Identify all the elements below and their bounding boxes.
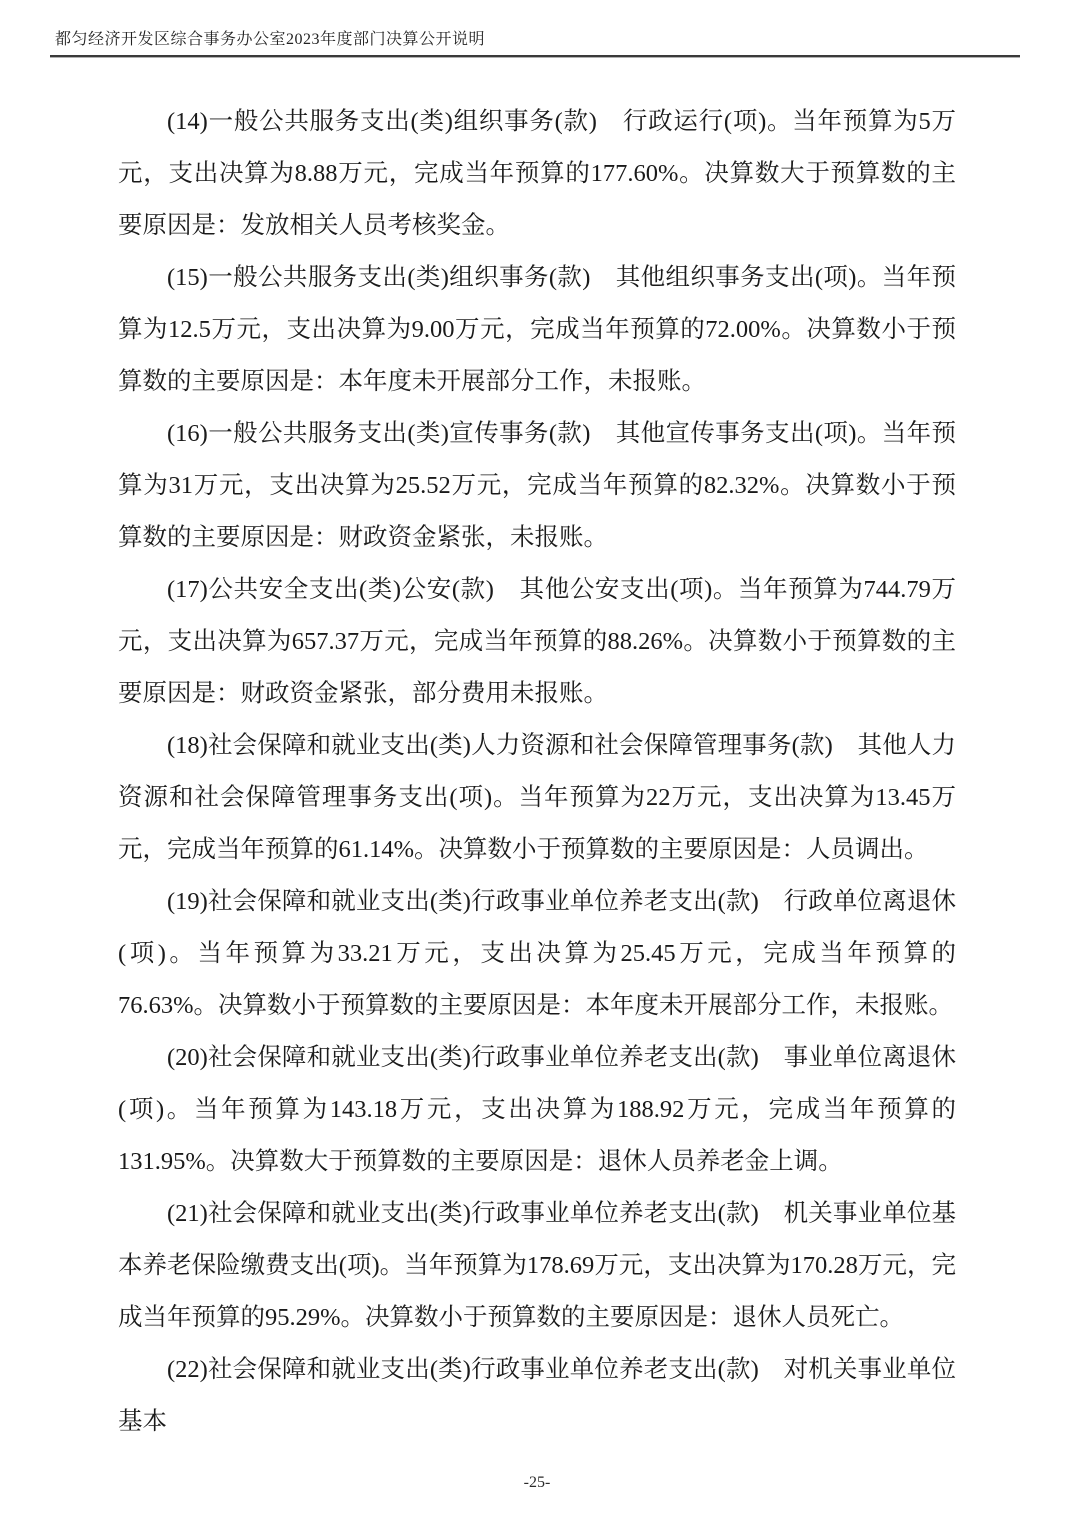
paragraph-16: (16)一般公共服务支出(类)宣传事务(款) 其他宣传事务支出(项)。当年预算为31万元，支出决算为25.52万元，完成当年预算的82.32%。决算数小于预算数的主要原因是：财政资金紧张，未报账。 xyxy=(118,420,956,551)
header-rule xyxy=(50,55,1020,57)
document-body xyxy=(118,96,956,1448)
document-header-title: 都匀经济开发区综合事务办公室2023年度部门决算公开说明 xyxy=(55,31,486,48)
page-footer xyxy=(0,1474,1074,1492)
paragraph-15: (15)一般公共服务支出(类)组织事务(款) 其他组织事务支出(项)。当年预算为12.5万元，支出决算为9.00万元，完成当年预算的72.00%。决算数小于预算数的主要原因是：本年度未开展部分工作，未报账。 xyxy=(118,264,956,395)
paragraph-22: (22)社会保障和就业支出(类)行政事业单位养老支出(款) 对机关事业单位基本 xyxy=(118,1356,956,1435)
paragraph-20: (20)社会保障和就业支出(类)行政事业单位养老支出(款) 事业单位离退休(项)。当年预算为143.18万元，支出决算为188.92万元，完成当年预算的131.95%。决算数大于预算数的主要原因是：退休人员养老金上调。 xyxy=(118,1044,956,1175)
page-number: -25- xyxy=(523,1474,551,1491)
paragraph-14: (14)一般公共服务支出(类)组织事务(款) 行政运行(项)。当年预算为5万元，支出决算为8.88万元，完成当年预算的177.60%。决算数大于预算数的主要原因是：发放相关人员考核奖金。 xyxy=(118,108,956,239)
paragraph-17: (17)公共安全支出(类)公安(款) 其他公安支出(项)。当年预算为744.79万元，支出决算为657.37万元，完成当年预算的88.26%。决算数小于预算数的主要原因是：财政资金紧张，部分费用未报账。 xyxy=(118,576,956,707)
paragraph-19: (19)社会保障和就业支出(类)行政事业单位养老支出(款) 行政单位离退休(项)。当年预算为33.21万元，支出决算为25.45万元，完成当年预算的76.63%。决算数小于预算数的主要原因是：本年度未开展部分工作，未报账。 xyxy=(118,888,956,1019)
paragraph-18: (18)社会保障和就业支出(类)人力资源和社会保障管理事务(款) 其他人力资源和社会保障管理事务支出(项)。当年预算为22万元，支出决算为13.45万元，完成当年预算的61.14%。决算数小于预算数的主要原因是：人员调出。 xyxy=(118,732,956,863)
paragraph-21: (21)社会保障和就业支出(类)行政事业单位养老支出(款) 机关事业单位基本养老保险缴费支出(项)。当年预算为178.69万元，支出决算为170.28万元，完成当年预算的95.29%。决算数小于预算数的主要原因是：退休人员死亡。 xyxy=(118,1200,956,1331)
